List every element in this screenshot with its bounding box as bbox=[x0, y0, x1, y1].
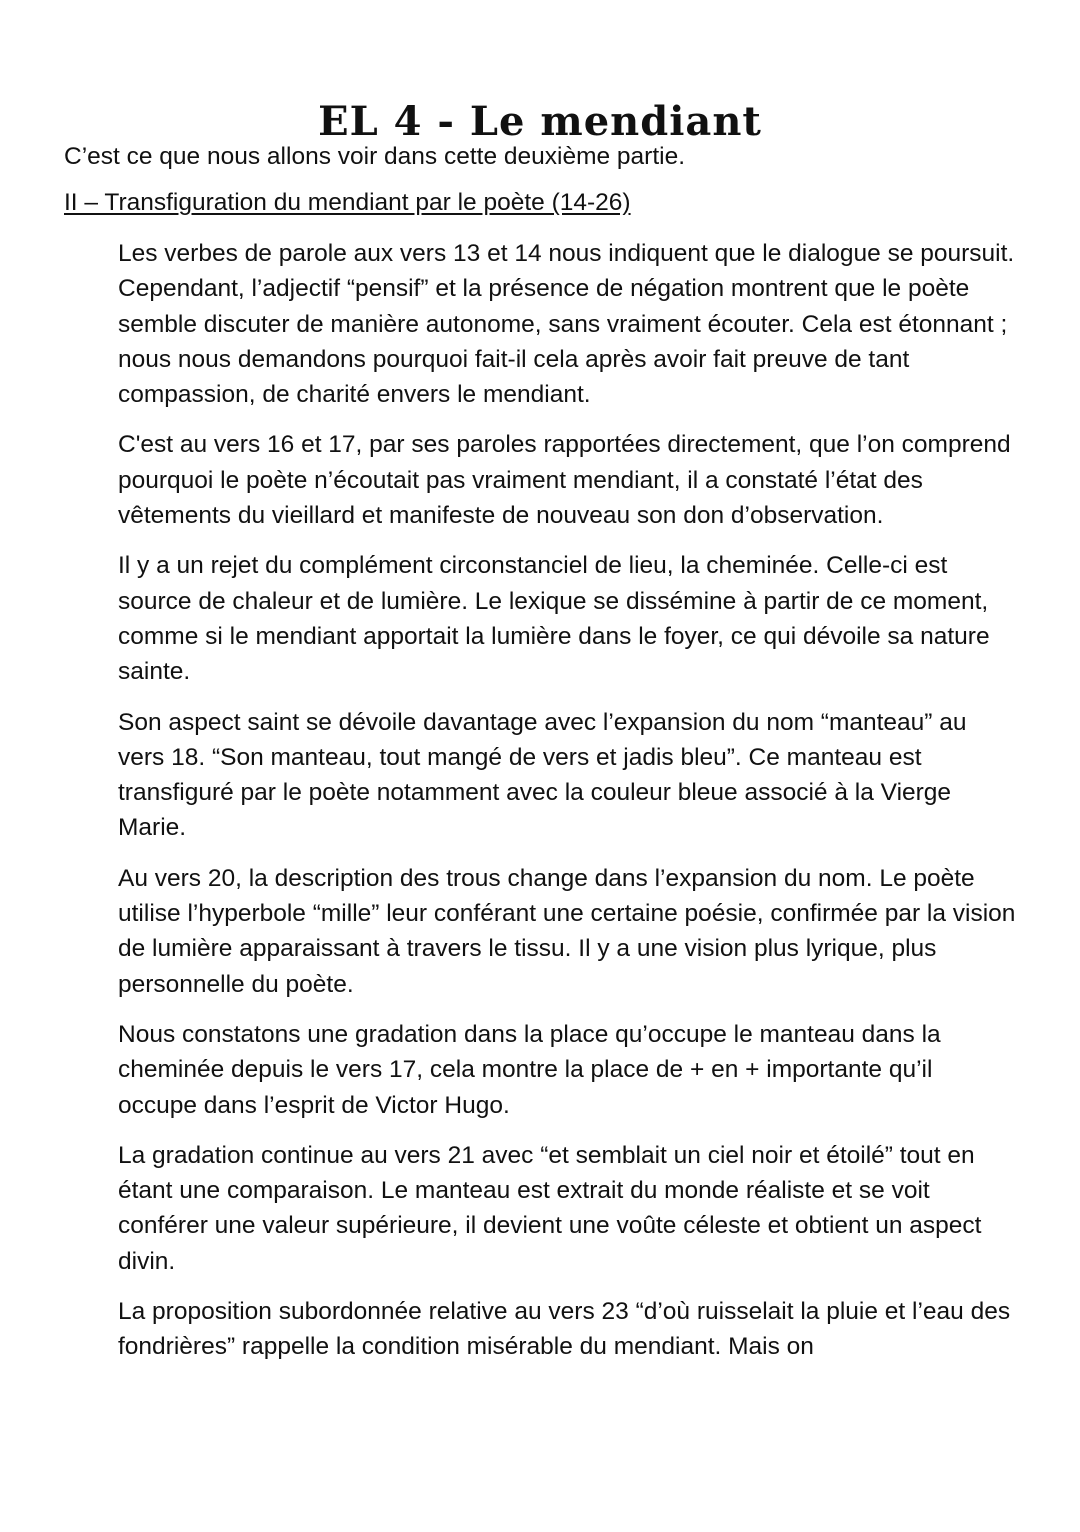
intro-sentence: C’est ce que nous allons voir dans cette deuxième partie. bbox=[64, 143, 686, 170]
paragraph-7: La gradation continue au vers 21 avec “et semblait un ciel noir et étoilé” tout en étant une comparaison. Le manteau est extrait du monde réaliste et se voit conférer une valeur supérieure, il devient une voûte céleste et obtient un aspect divin. bbox=[118, 1141, 982, 1275]
paragraph-3: Il y a un rejet du complément circonstanciel de lieu, la cheminée. Celle-ci est source de chaleur et de lumière. Le lexique se dissémine à partir de ce moment, comme si le mendiant apportait la lumière dans le foyer, ce qui dévoile sa nature sainte. bbox=[118, 552, 990, 686]
paragraph-2: C'est au vers 16 et 17, par ses paroles rapportées directement, que l’on comprend pourquoi le poète n’écoutait pas vraiment mendiant, il a constaté l’état des vêtements du vieillard et manifeste de nouveau son don d’observation. bbox=[118, 431, 1011, 530]
paragraph-5: Au vers 20, la description des trous change dans l’expansion du nom. Le poète utilise l’hyperbole “mille” leur conférant une certaine poésie, confirmée par la vision de lumière apparaissant à travers le tissu. Il y a une vision plus lyrique, plus personnelle du poète. bbox=[118, 864, 1016, 998]
section-body bbox=[118, 236, 1018, 1380]
section-heading: II – Transfiguration du mendiant par le poète (14-26) bbox=[64, 189, 631, 216]
paragraph-8: La proposition subordonnée relative au vers 23 “d’où ruisselait la pluie et l’eau des fondrières” rappelle la condition misérable du mendiant. Mais on bbox=[118, 1298, 1011, 1361]
paragraph-4: Son aspect saint se dévoile davantage avec l’expansion du nom “manteau” au vers 18. “Son manteau, tout mangé de vers et jadis bleu”. Ce manteau est transfiguré par le poète notamment avec la couleur bleue associé à la Vierge Marie. bbox=[118, 708, 967, 842]
document-title: EL 4 - Le mendiant bbox=[318, 97, 762, 145]
paragraph-6: Nous constatons une gradation dans la place qu’occupe le manteau dans la cheminée depuis le vers 17, cela montre la place de + en + importante qu’il occupe dans l’esprit de Victor Hugo. bbox=[118, 1020, 941, 1119]
paragraph-1: Les verbes de parole aux vers 13 et 14 nous indiquent que le dialogue se poursuit. Cependant, l’adjectif “pensif” et la présence de négation montrent que le poète semble discuter de manière autonome, sans vraiment écouter. Cela est étonnant ; nous nous demandons pourquoi fait-il cela après avoir fait preuve de tant compassion, de charité envers le mendiant. bbox=[118, 240, 1015, 409]
